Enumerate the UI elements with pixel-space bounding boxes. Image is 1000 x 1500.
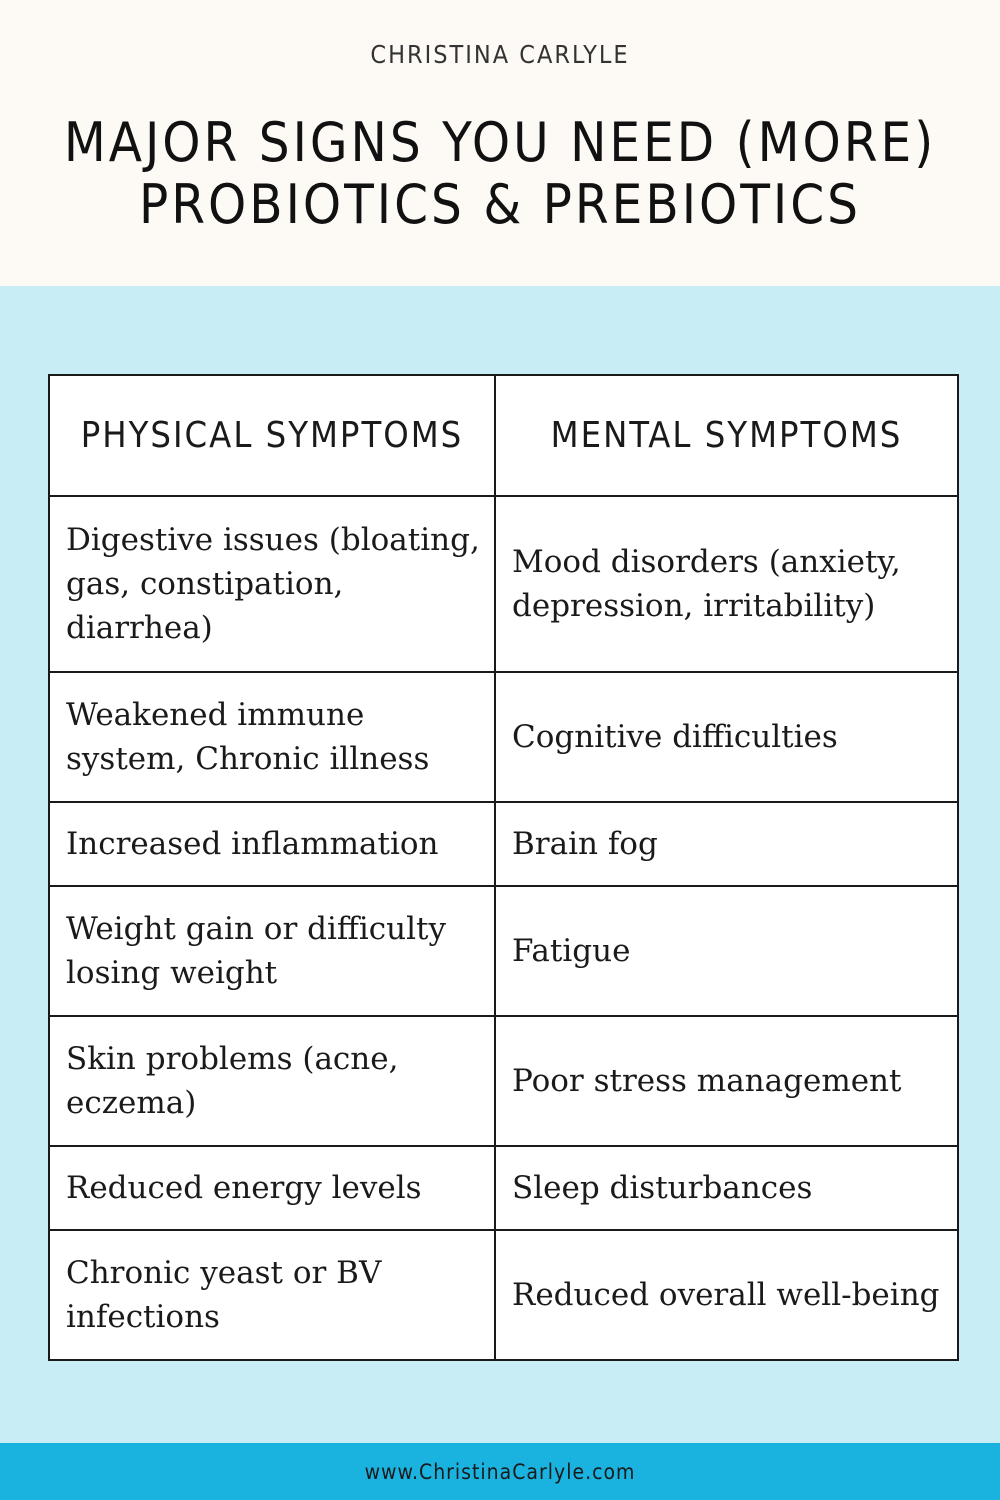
mental-symptom-cell: Mood disorders (anxiety, depression, irritability): [495, 496, 958, 672]
mental-symptom-cell: Poor stress management: [495, 1016, 958, 1146]
table-row: [49, 1230, 958, 1360]
title-line-1: MAJOR SIGNS YOU NEED (MORE): [63, 111, 937, 174]
table-row: [49, 1016, 958, 1146]
physical-symptom-cell: Weakened immune system, Chronic illness: [49, 672, 495, 802]
column-header-physical: PHYSICAL SYMPTOMS: [49, 375, 495, 496]
page-title: [60, 112, 940, 236]
column-header-mental: MENTAL SYMPTOMS: [495, 375, 958, 496]
table-row: [49, 496, 958, 672]
physical-symptom-cell: Reduced energy levels: [49, 1146, 495, 1230]
table-header-row: [49, 375, 958, 496]
website-url[interactable]: www.ChristinaCarlyle.com: [364, 1460, 636, 1484]
brand-name: CHRISTINA CARLYLE: [370, 40, 630, 69]
table-row: [49, 802, 958, 886]
physical-symptom-cell: Digestive issues (bloating, gas, constipation, diarrhea): [49, 496, 495, 672]
mental-symptom-cell: Cognitive difficulties: [495, 672, 958, 802]
physical-symptom-cell: Weight gain or difficulty losing weight: [49, 886, 495, 1016]
mental-symptom-cell: Reduced overall well-being: [495, 1230, 958, 1360]
physical-symptom-cell: Increased inflammation: [49, 802, 495, 886]
mental-symptom-cell: Brain fog: [495, 802, 958, 886]
physical-symptom-cell: Skin problems (acne, eczema): [49, 1016, 495, 1146]
table-row: [49, 886, 958, 1016]
physical-symptom-cell: Chronic yeast or BV infections: [49, 1230, 495, 1360]
symptoms-table-container: [48, 374, 957, 1359]
mental-symptom-cell: Fatigue: [495, 886, 958, 1016]
table-row: [49, 1146, 958, 1230]
table-row: [49, 672, 958, 802]
symptoms-table: [48, 374, 959, 1361]
title-line-2: PROBIOTICS & PREBIOTICS: [138, 173, 862, 236]
header-banner: [0, 0, 1000, 286]
mental-symptom-cell: Sleep disturbances: [495, 1146, 958, 1230]
